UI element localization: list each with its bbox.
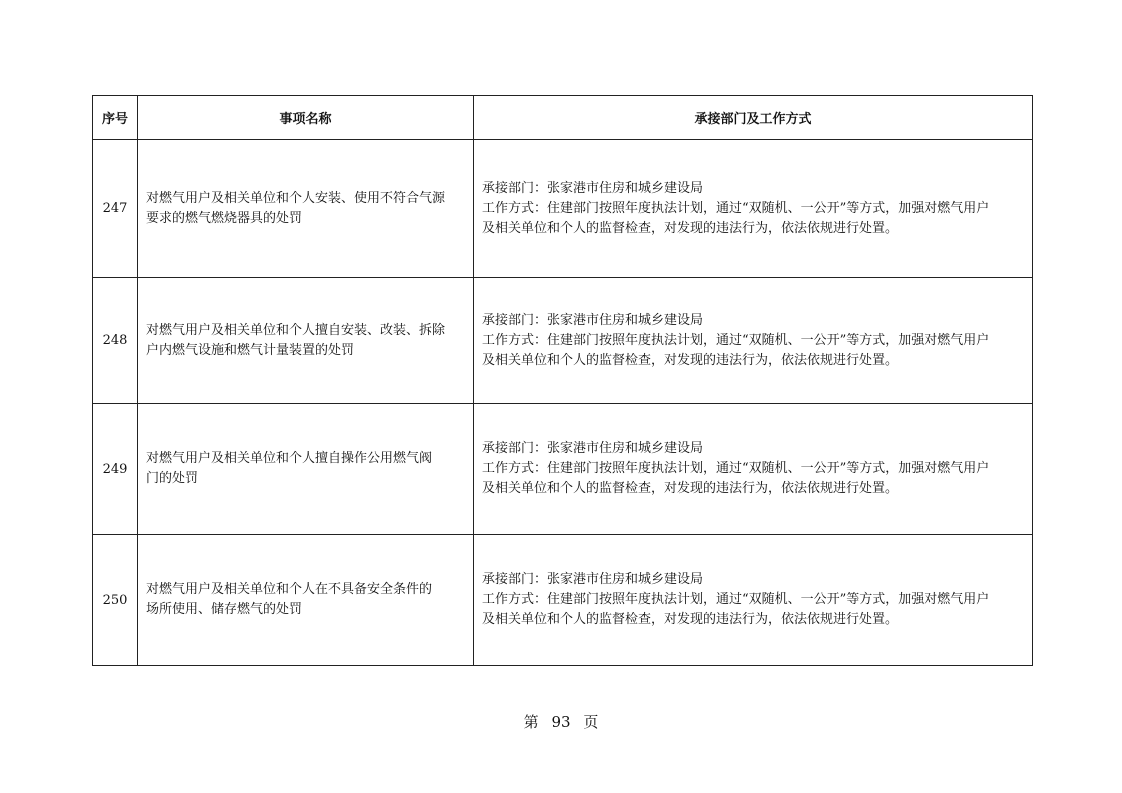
- row-seq: 249: [93, 404, 138, 535]
- dept-line: 承接部门：张家港市住房和城乡建设局: [482, 572, 704, 587]
- method-line: 工作方式：住建部门按照年度执法计划，通过“双随机、一公开”等方式，加强对燃气用户: [482, 592, 990, 607]
- row-dept-method: [474, 140, 1033, 278]
- item-name-line: 对燃气用户及相关单位和个人在不具备安全条件的: [146, 582, 433, 597]
- table-row: [93, 404, 1033, 535]
- table-row: [93, 278, 1033, 404]
- item-name-line: 要求的燃气燃烧器具的处罚: [146, 210, 303, 226]
- items-table: [92, 95, 1033, 666]
- item-name-line: 门的处罚: [146, 471, 199, 486]
- row-seq: 247: [93, 140, 138, 278]
- row-item-name: [138, 278, 474, 404]
- item-name-line: 对燃气用户及相关单位和个人擅自安装、改装、拆除: [146, 322, 446, 338]
- method-line: 及相关单位和个人的监督检查，对发现的违法行为，依法依规进行处置。: [482, 352, 899, 368]
- dept-line: 承接部门：张家港市住房和城乡建设局: [482, 180, 704, 196]
- method-line: 及相关单位和个人的监督检查，对发现的违法行为，依法依规进行处置。: [482, 481, 899, 496]
- page-prefix: 第: [523, 713, 539, 731]
- method-line: 工作方式：住建部门按照年度执法计划，通过“双随机、一公开”等方式，加强对燃气用户: [482, 332, 990, 348]
- page-suffix: 页: [583, 713, 599, 731]
- row-seq: 248: [93, 278, 138, 404]
- row-dept-method: [474, 535, 1033, 666]
- row-item-name: [138, 535, 474, 666]
- dept-line: 承接部门：张家港市住房和城乡建设局: [482, 441, 704, 456]
- row-seq: 250: [93, 535, 138, 666]
- row-dept-method: [474, 404, 1033, 535]
- method-line: 工作方式：住建部门按照年度执法计划，通过“双随机、一公开”等方式，加强对燃气用户: [482, 461, 990, 476]
- table-row: [93, 535, 1033, 666]
- page-number: 93: [551, 713, 571, 731]
- method-line: 及相关单位和个人的监督检查，对发现的违法行为，依法依规进行处置。: [482, 220, 899, 236]
- dept-line: 承接部门：张家港市住房和城乡建设局: [482, 312, 704, 328]
- row-item-name: [138, 140, 474, 278]
- header-item-name: 事项名称: [138, 96, 474, 140]
- row-dept-method: [474, 278, 1033, 404]
- header-dept-method: 承接部门及工作方式: [474, 96, 1033, 140]
- item-name-line: 户内燃气设施和燃气计量装置的处罚: [146, 342, 355, 358]
- row-item-name: [138, 404, 474, 535]
- method-line: 工作方式：住建部门按照年度执法计划，通过“双随机、一公开”等方式，加强对燃气用户: [482, 200, 990, 216]
- method-line: 及相关单位和个人的监督检查，对发现的违法行为，依法依规进行处置。: [482, 612, 899, 627]
- header-seq: 序号: [93, 96, 138, 140]
- table-row: [93, 140, 1033, 278]
- page-footer: [0, 711, 1122, 732]
- item-name-line: 场所使用、储存燃气的处罚: [146, 602, 303, 617]
- table-header-row: [93, 96, 1033, 140]
- item-name-line: 对燃气用户及相关单位和个人安装、使用不符合气源: [146, 190, 446, 206]
- item-name-line: 对燃气用户及相关单位和个人擅自操作公用燃气阀: [146, 451, 433, 466]
